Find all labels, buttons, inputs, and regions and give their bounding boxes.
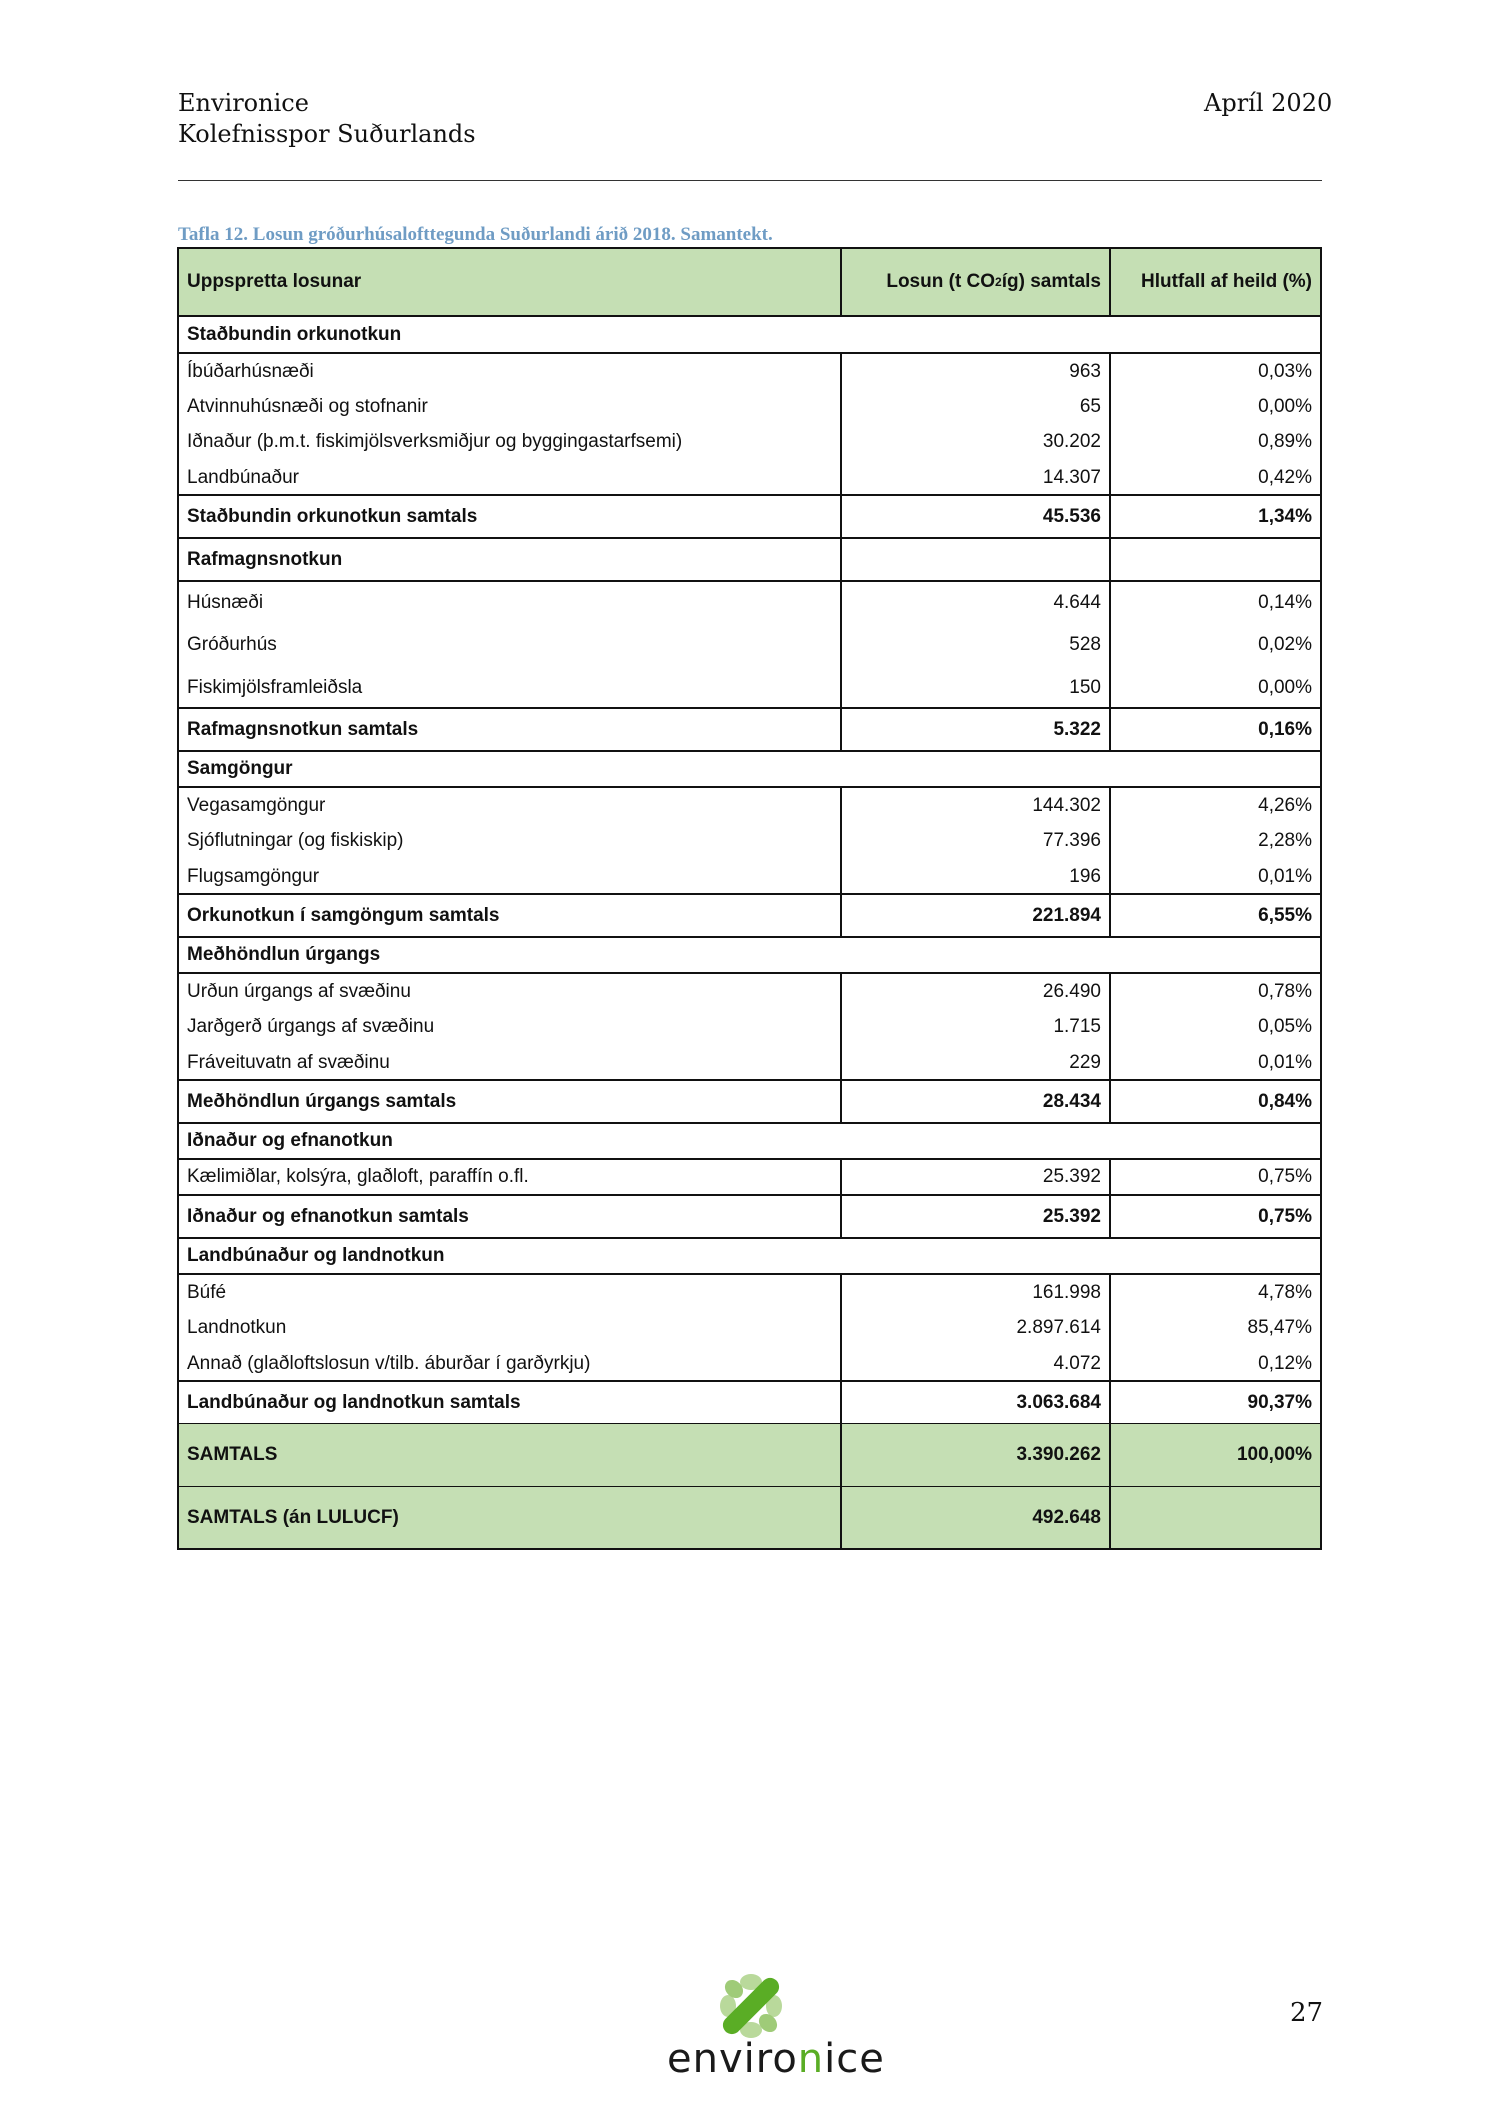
row-label: Landbúnaður	[187, 467, 299, 488]
header-rule	[178, 180, 1322, 181]
total-excl-lulucf-row	[179, 1486, 1320, 1548]
row-pct: 4,26%	[1258, 794, 1312, 816]
row-label: Fiskimjölsframleiðsla	[187, 676, 363, 698]
section-title: Meðhöndlun úrgangs	[187, 944, 381, 965]
grand-total-pct: 100,00%	[1109, 1424, 1320, 1486]
row-value: 4.644	[1053, 592, 1101, 613]
table-row	[179, 666, 1320, 709]
row-value: 77.396	[1042, 830, 1101, 851]
col-header-emissions-sub: 2	[995, 275, 1002, 289]
col-header-emissions-pre: Losun (t CO	[886, 271, 996, 292]
row-label: Vegasamgöngur	[187, 794, 326, 816]
row-label: Sjóflutningar (og fiskiskip)	[187, 830, 404, 851]
logo-text-part: enviro	[667, 2036, 798, 2082]
section-title-row	[179, 750, 1320, 786]
row-value: 963	[1069, 360, 1101, 382]
total-pct: 6,55%	[1109, 895, 1320, 936]
header-report-title: Kolefnisspor Suðurlands	[178, 120, 476, 148]
row-label: Búfé	[187, 1281, 227, 1303]
table-row	[179, 1045, 1320, 1081]
col-header-share: Hlutfall af heild (%)	[1109, 249, 1320, 315]
section-title: Staðbundin orkunotkun	[187, 323, 402, 345]
page-number: 27	[1290, 1998, 1324, 2028]
section-rows	[179, 786, 1320, 893]
table-row	[179, 1009, 1320, 1045]
total-label: Staðbundin orkunotkun samtals	[187, 505, 478, 527]
table-row	[179, 974, 1320, 1009]
section-title-row	[179, 1122, 1320, 1158]
row-pct: 0,05%	[1258, 1016, 1312, 1037]
section-title: Rafmagnsnotkun	[187, 548, 343, 570]
col-header-emissions-post: íg) samtals	[1001, 271, 1101, 292]
environice-logo-icon	[718, 1972, 784, 2040]
table-caption: Tafla 12. Losun gróðurhúsalofttegunda Suðurlandi árið 2018. Samantekt.	[178, 224, 773, 245]
row-pct: 2,28%	[1258, 830, 1312, 851]
row-value: 30.202	[1042, 431, 1101, 452]
row-value: 150	[1069, 676, 1101, 698]
section-rows	[179, 972, 1320, 1079]
row-pct: 0,01%	[1258, 866, 1312, 887]
section-total-row	[179, 1079, 1320, 1122]
row-value: 528	[1069, 634, 1101, 655]
grand-total-value: 3.390.262	[840, 1424, 1109, 1486]
col-header-source: Uppspretta losunar	[187, 271, 362, 292]
table-row	[179, 389, 1320, 424]
row-pct: 0,42%	[1258, 467, 1312, 488]
row-pct: 0,02%	[1258, 634, 1312, 655]
table-header-row	[179, 249, 1320, 315]
total-label: Rafmagnsnotkun samtals	[187, 718, 419, 740]
section-title: Iðnaður og efnanotkun	[187, 1130, 393, 1151]
row-pct: 0,75%	[1109, 1160, 1320, 1194]
row-label: Urðun úrgangs af svæðinu	[187, 980, 411, 1002]
table-row	[179, 424, 1320, 460]
table-row	[179, 460, 1320, 496]
header-company: Environice	[178, 89, 309, 117]
table-row	[179, 788, 1320, 823]
section-title: Landbúnaður og landnotkun	[187, 1245, 445, 1266]
row-value: 14.307	[1042, 467, 1101, 488]
row-label: Húsnæði	[187, 592, 264, 613]
row-pct: 0,12%	[1258, 1353, 1312, 1374]
table-row	[179, 859, 1320, 895]
logo-text-part: ice	[824, 2036, 885, 2082]
header-date: Apríl 2020	[1204, 89, 1333, 117]
section-rows	[179, 352, 1320, 494]
total-value: 25.392	[840, 1196, 1109, 1237]
table-row	[179, 823, 1320, 859]
environice-logo-text	[667, 2036, 885, 2082]
row-value: 229	[1069, 1052, 1101, 1073]
total-excl-lulucf-value: 492.648	[840, 1487, 1109, 1548]
total-label: Landbúnaður og landnotkun samtals	[187, 1391, 521, 1413]
total-pct: 1,34%	[1109, 496, 1320, 537]
row-label: Kælimiðlar, kolsýra, glaðloft, paraffín o.fl.	[187, 1166, 529, 1187]
grand-total-label: SAMTALS	[187, 1444, 278, 1465]
total-excl-lulucf-label: SAMTALS (án LULUCF)	[187, 1506, 399, 1528]
row-label: Flugsamgöngur	[187, 866, 320, 887]
section-total-row	[179, 494, 1320, 537]
table-row	[179, 624, 1320, 666]
row-value: 26.490	[1042, 980, 1101, 1002]
row-label: Gróðurhús	[187, 634, 277, 655]
total-excl-lulucf-pct	[1109, 1487, 1320, 1548]
row-pct: 0,89%	[1258, 431, 1312, 452]
row-value: 25.392	[840, 1160, 1109, 1194]
table-row	[179, 1158, 1320, 1194]
total-value: 3.063.684	[840, 1382, 1109, 1423]
row-label: Atvinnuhúsnæði og stofnanir	[187, 395, 428, 417]
empty-cell	[840, 539, 1109, 580]
empty-cell	[1109, 539, 1320, 580]
section-total-row	[179, 707, 1320, 750]
section-title-row	[179, 1237, 1320, 1273]
row-value: 65	[1079, 395, 1101, 417]
row-value: 1.715	[1053, 1016, 1101, 1037]
total-value: 5.322	[840, 709, 1109, 750]
total-label: Orkunotkun í samgöngum samtals	[187, 904, 500, 926]
section-title-row	[179, 936, 1320, 972]
section-title-row	[179, 537, 1320, 580]
table-row	[179, 1310, 1320, 1346]
section-total-row	[179, 1380, 1320, 1423]
row-pct: 0,00%	[1258, 676, 1312, 698]
table-row	[179, 1275, 1320, 1310]
section-rows	[179, 580, 1320, 707]
row-pct: 0,01%	[1258, 1052, 1312, 1073]
row-label: Jarðgerð úrgangs af svæðinu	[187, 1016, 435, 1037]
total-value: 28.434	[840, 1081, 1109, 1122]
row-value: 2.897.614	[1016, 1317, 1101, 1338]
total-value: 221.894	[840, 895, 1109, 936]
section-title: Samgöngur	[187, 758, 293, 779]
table-row	[179, 582, 1320, 624]
table-row	[179, 1346, 1320, 1382]
logo-text-highlight: n	[797, 2036, 825, 2082]
row-pct: 0,03%	[1258, 360, 1312, 382]
total-pct: 0,75%	[1109, 1196, 1320, 1237]
row-value: 196	[1069, 866, 1101, 887]
total-label: Meðhöndlun úrgangs samtals	[187, 1090, 457, 1112]
row-value: 4.072	[1053, 1353, 1101, 1374]
row-pct: 0,14%	[1258, 592, 1312, 613]
row-label: Iðnaður (þ.m.t. fiskimjölsverksmiðjur og byggingastarfsemi)	[187, 431, 683, 452]
row-pct: 0,78%	[1258, 980, 1312, 1002]
total-value: 45.536	[840, 496, 1109, 537]
section-title-row	[179, 315, 1320, 352]
row-value: 161.998	[1032, 1281, 1101, 1303]
row-value: 144.302	[1032, 794, 1101, 816]
row-pct: 4,78%	[1258, 1281, 1312, 1303]
row-label: Landnotkun	[187, 1317, 287, 1338]
row-label: Íbúðarhúsnæði	[187, 360, 314, 382]
row-pct: 85,47%	[1247, 1317, 1312, 1338]
section-rows	[179, 1273, 1320, 1380]
total-label: Iðnaður og efnanotkun samtals	[187, 1205, 469, 1227]
section-total-row	[179, 1194, 1320, 1237]
row-label: Fráveituvatn af svæðinu	[187, 1052, 390, 1073]
row-label: Annað (glaðloftslosun v/tilb. áburðar í garðyrkju)	[187, 1353, 591, 1374]
emissions-table	[177, 247, 1322, 1550]
col-header-emissions	[840, 249, 1109, 315]
grand-total-row	[179, 1423, 1320, 1486]
total-pct: 0,16%	[1109, 709, 1320, 750]
total-pct: 0,84%	[1109, 1081, 1320, 1122]
table-row	[179, 354, 1320, 389]
section-total-row	[179, 893, 1320, 936]
total-pct: 90,37%	[1109, 1382, 1320, 1423]
row-pct: 0,00%	[1258, 395, 1312, 417]
